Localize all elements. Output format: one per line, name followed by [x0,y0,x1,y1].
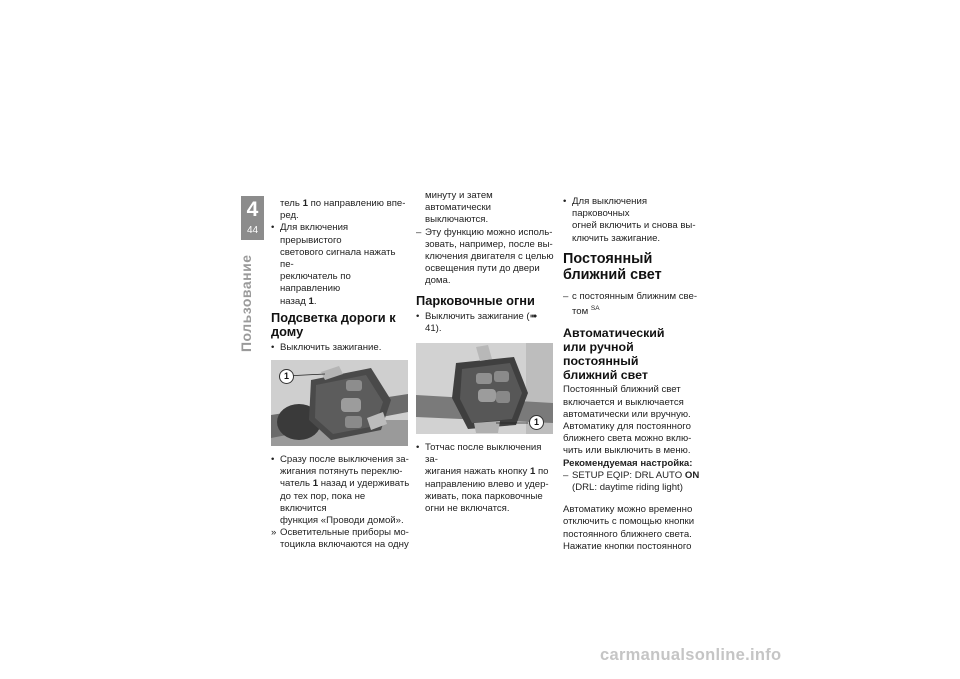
list-item-result: » Осветительные приборы мо- тоцикла включаются на одну [271,527,409,551]
list-item: • Тотчас после выключения за- жигания нажать кнопку 1 по направлению влево и удер- живать, пока парковочные огни не включатся. [416,442,549,515]
callout-number: 1 [529,415,544,430]
bullet-marker: • [416,442,420,454]
dash-marker: – [563,469,569,481]
subsection-heading: Автоматический или ручной постоянный ближний свет [563,326,665,383]
callout-number: 1 [279,369,294,384]
handlebar-switch-photo [416,343,553,434]
result-marker: » [271,527,277,539]
recommended-setting-label: Рекомендуемая настройка: [563,457,693,469]
list-item-dash: – SETUP EQIP: DRL AUTO ON (DRL: daytime riding light) [563,469,700,494]
chapter-side-label: Пользование [238,254,254,352]
handlebar-switch-photo [271,360,408,446]
section-heading: Парковочные огни [416,292,535,308]
section-heading: Постоянный ближний свет [563,250,662,283]
text-column-1 [271,198,411,552]
page-number: 44 [246,225,259,236]
continued-text: минуту и затем автоматически выключаются. [425,190,493,226]
bullet-marker: • [416,310,420,322]
continued-text: тель 1 по направлению впе- ред. [280,198,406,222]
watermark: carmanualsonline.info [600,646,782,664]
bullet-marker: • [271,454,275,466]
text-column-2 [416,190,556,515]
dash-marker: – [563,290,569,302]
list-item: • Для включения прерывистого светового сигнала нажать пе- реключатель по направлению назад 1. [271,222,396,307]
page-ref-arrow-icon: ➠ [529,310,538,322]
special-accessory-mark: SA [590,305,600,313]
paragraph: Автоматику можно временно отключить с помощью кнопки постоянного ближнего света. Нажатие кнопки постоянного [563,504,695,552]
bullet-marker: • [271,222,275,234]
list-item: • Сразу после выключения за- жигания потянуть переклю- чатель 1 назад и удерживать до тех пор, пока не включится функция «Проводи домой». [271,454,410,527]
bullet-marker: • [271,341,275,353]
paragraph: Постоянный ближний свет включается и выключается автоматически или вручную. Автоматику для постоянного ближнего света можно вклю- чить или выключить в меню. [563,384,692,457]
list-item: • Выключить зажигание (➠ 41). [416,310,538,334]
dash-marker: – [416,226,422,238]
list-item: • Выключить зажигание. [271,341,382,353]
section-heading: Подсветка дороги к дому [271,309,396,339]
list-item: • Для выключения парковочных огней включить и снова вы- ключить зажигание. [563,196,696,244]
bullet-marker: • [563,196,567,207]
chapter-number: 4 [246,198,259,221]
list-item-dash: – Эту функцию можно исполь- зовать, например, после вы- ключения двигателя с целью освещения пути до двери дома. [416,226,554,287]
text-column-3 [563,196,705,553]
list-item-dash: – с постоянным ближним све- том $^{SA}$ [563,290,698,318]
